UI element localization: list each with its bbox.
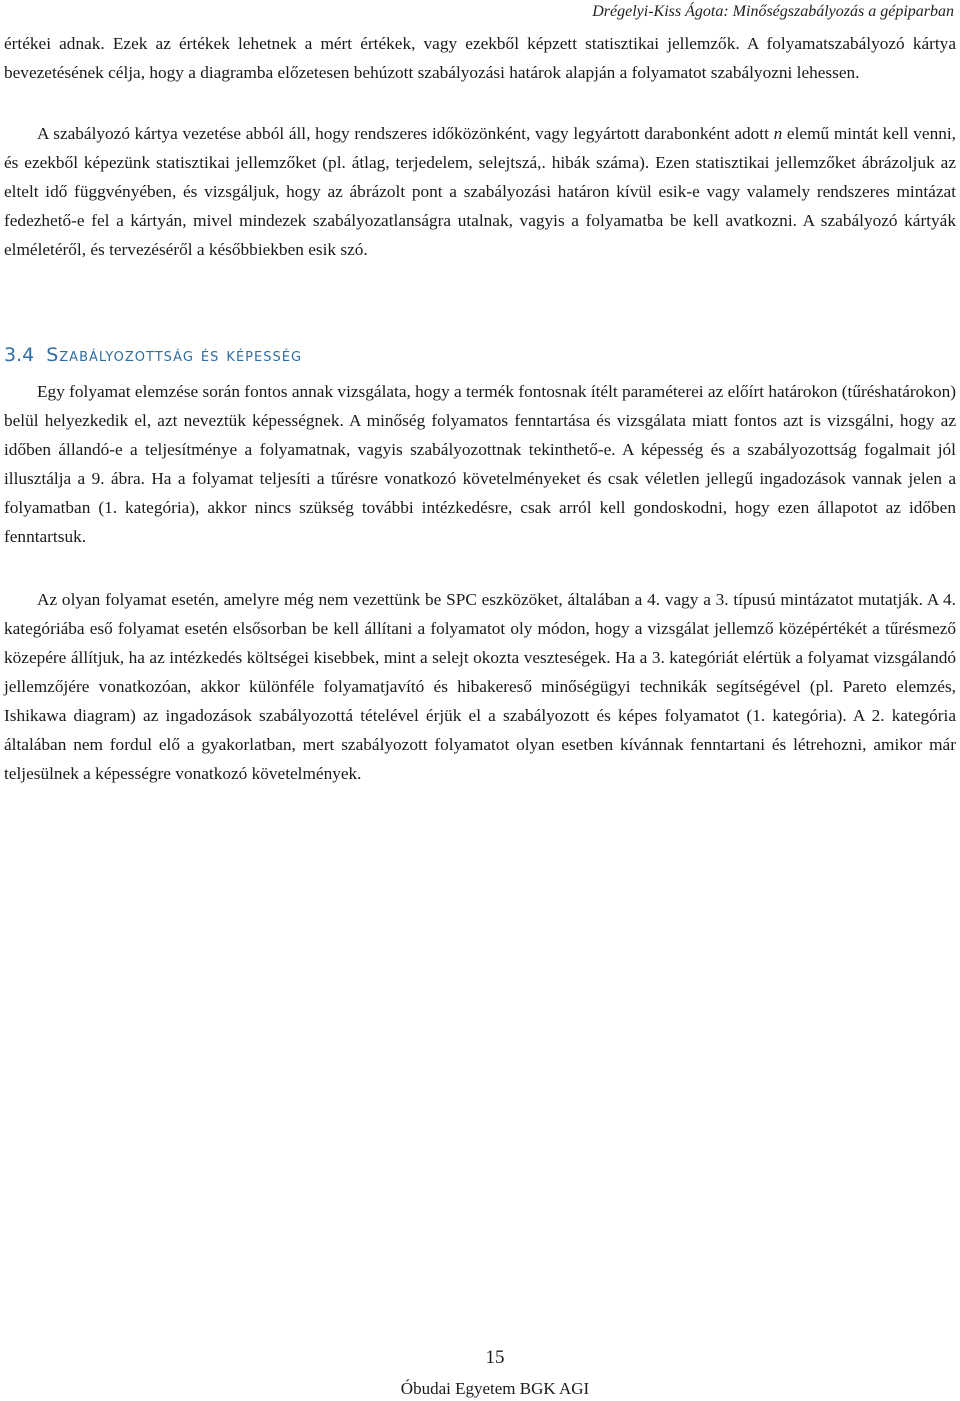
paragraph-capability	[4, 377, 956, 551]
section-number: 3.4	[4, 344, 35, 366]
paragraph-3-text: Egy folyamat elemzése során fontos annak vizsgálata, hogy a termék fontosnak ítélt paraméterei az előírt határokon (tűréshatárokon) belül helyezkedik el, azt neveztük képességnek. A minőség folyamatos fenntartása és vizsgálata miatt fontos azt is vizsgálni, hogy az időben állandó-e a teljesítménye a folyamatnak, vagyis szabályozottnak tekinthető-e. A képesség és a szabályozottság fogalmait jól illusztálja a 9. ábra. Ha a folyamat teljesíti a tűrésre vonatkozó követelményeket és csak véletlen jellegű ingadozások vannak jelen a folyamatban (1. kategória), akkor nincs szükség további intézkedésre, csak arról kell gondoskodni, hogy ezen állapotot az időben fenntartsuk.	[4, 382, 956, 546]
paragraph-2-part-b: elemű mintát kell venni, és ezekből képezünk statisztikai jellemzőket (pl. átlag, terjedelem, selejtszá,. hibák száma). Ezen statisztikai jellemzőket ábrázoljuk az eltelt idő függvényében, és vizsgáljuk, hogy az ábrázolt pont a szabályozási határon kívül esik-e vagy valamely rendszeres mintázat fedezhető-e fel a kártyán, mivel mindezek szabályozatlanságra utalnak, vagyis a folyamatba be kell avatkozni. A szabályozó kártyák elméletéről, és tervezéséről a későbbiekben esik szó.	[4, 124, 956, 259]
page-number: 15	[485, 1347, 505, 1368]
running-header: Drégelyi-Kiss Ágota: Minőségszabályozás a gépiparban	[592, 3, 954, 20]
paragraph-control-chart	[4, 119, 956, 264]
footer-institution: Óbudai Egyetem BGK AGI	[400, 1379, 590, 1398]
paragraph-2-text	[4, 119, 956, 264]
paragraph-1-text: értékei adnak. Ezek az értékek lehetnek a mért értékek, vagy ezekből képzett statisztikai jellemzők. A folyamatszabályozó kártya bevezetésének célja, hogy a diagramba előzetesen behúzott szabályozási határok alapján a folyamatot szabályozni lehessen.	[4, 34, 956, 82]
sample-size-variable: n	[773, 124, 783, 143]
paragraph-spc	[4, 585, 956, 788]
paragraph-2-part-a: A szabályozó kártya vezetése abból áll, hogy rendszeres időközönként, vagy legyártott darabonként adott	[37, 124, 774, 143]
paragraph-4-text: Az olyan folyamat esetén, amelyre még nem vezettünk be SPC eszközöket, általában a 4. vagy a 3. típusú mintázatot mutatják. A 4. kategóriába eső folyamat esetén elsősorban be kell állítani a folyamatot oly módon, hogy a vizsgálat jellemző középértékét a tűrésmező közepére állítjuk, ha az intézkedés költségei kisebbek, mint a selejt okozta veszteségek. Ha a 3. kategóriát elértük a folyamat vizsgálandó jellemzőjére vonatkozóan, akkor különféle folyamatjavító és hibakereső minőségügyi technikák segítségével (pl. Pareto elemzés, Ishikawa diagram) az ingadozások szabályozottá tételével érjük el a szabályozott és képes folyamatot (1. kategória). A 2. kategória általában nem fordul elő a gyakorlatban, mert szabályozott folyamatot olyan esetben kívánnak fenntartani és létrehozni, amikor már teljesülnek a képességre vonatkozó követelmények.	[4, 590, 956, 783]
section-heading	[4, 343, 302, 367]
paragraph-continuation	[4, 29, 956, 87]
section-title: Szabályozottság és képesség	[46, 344, 303, 366]
